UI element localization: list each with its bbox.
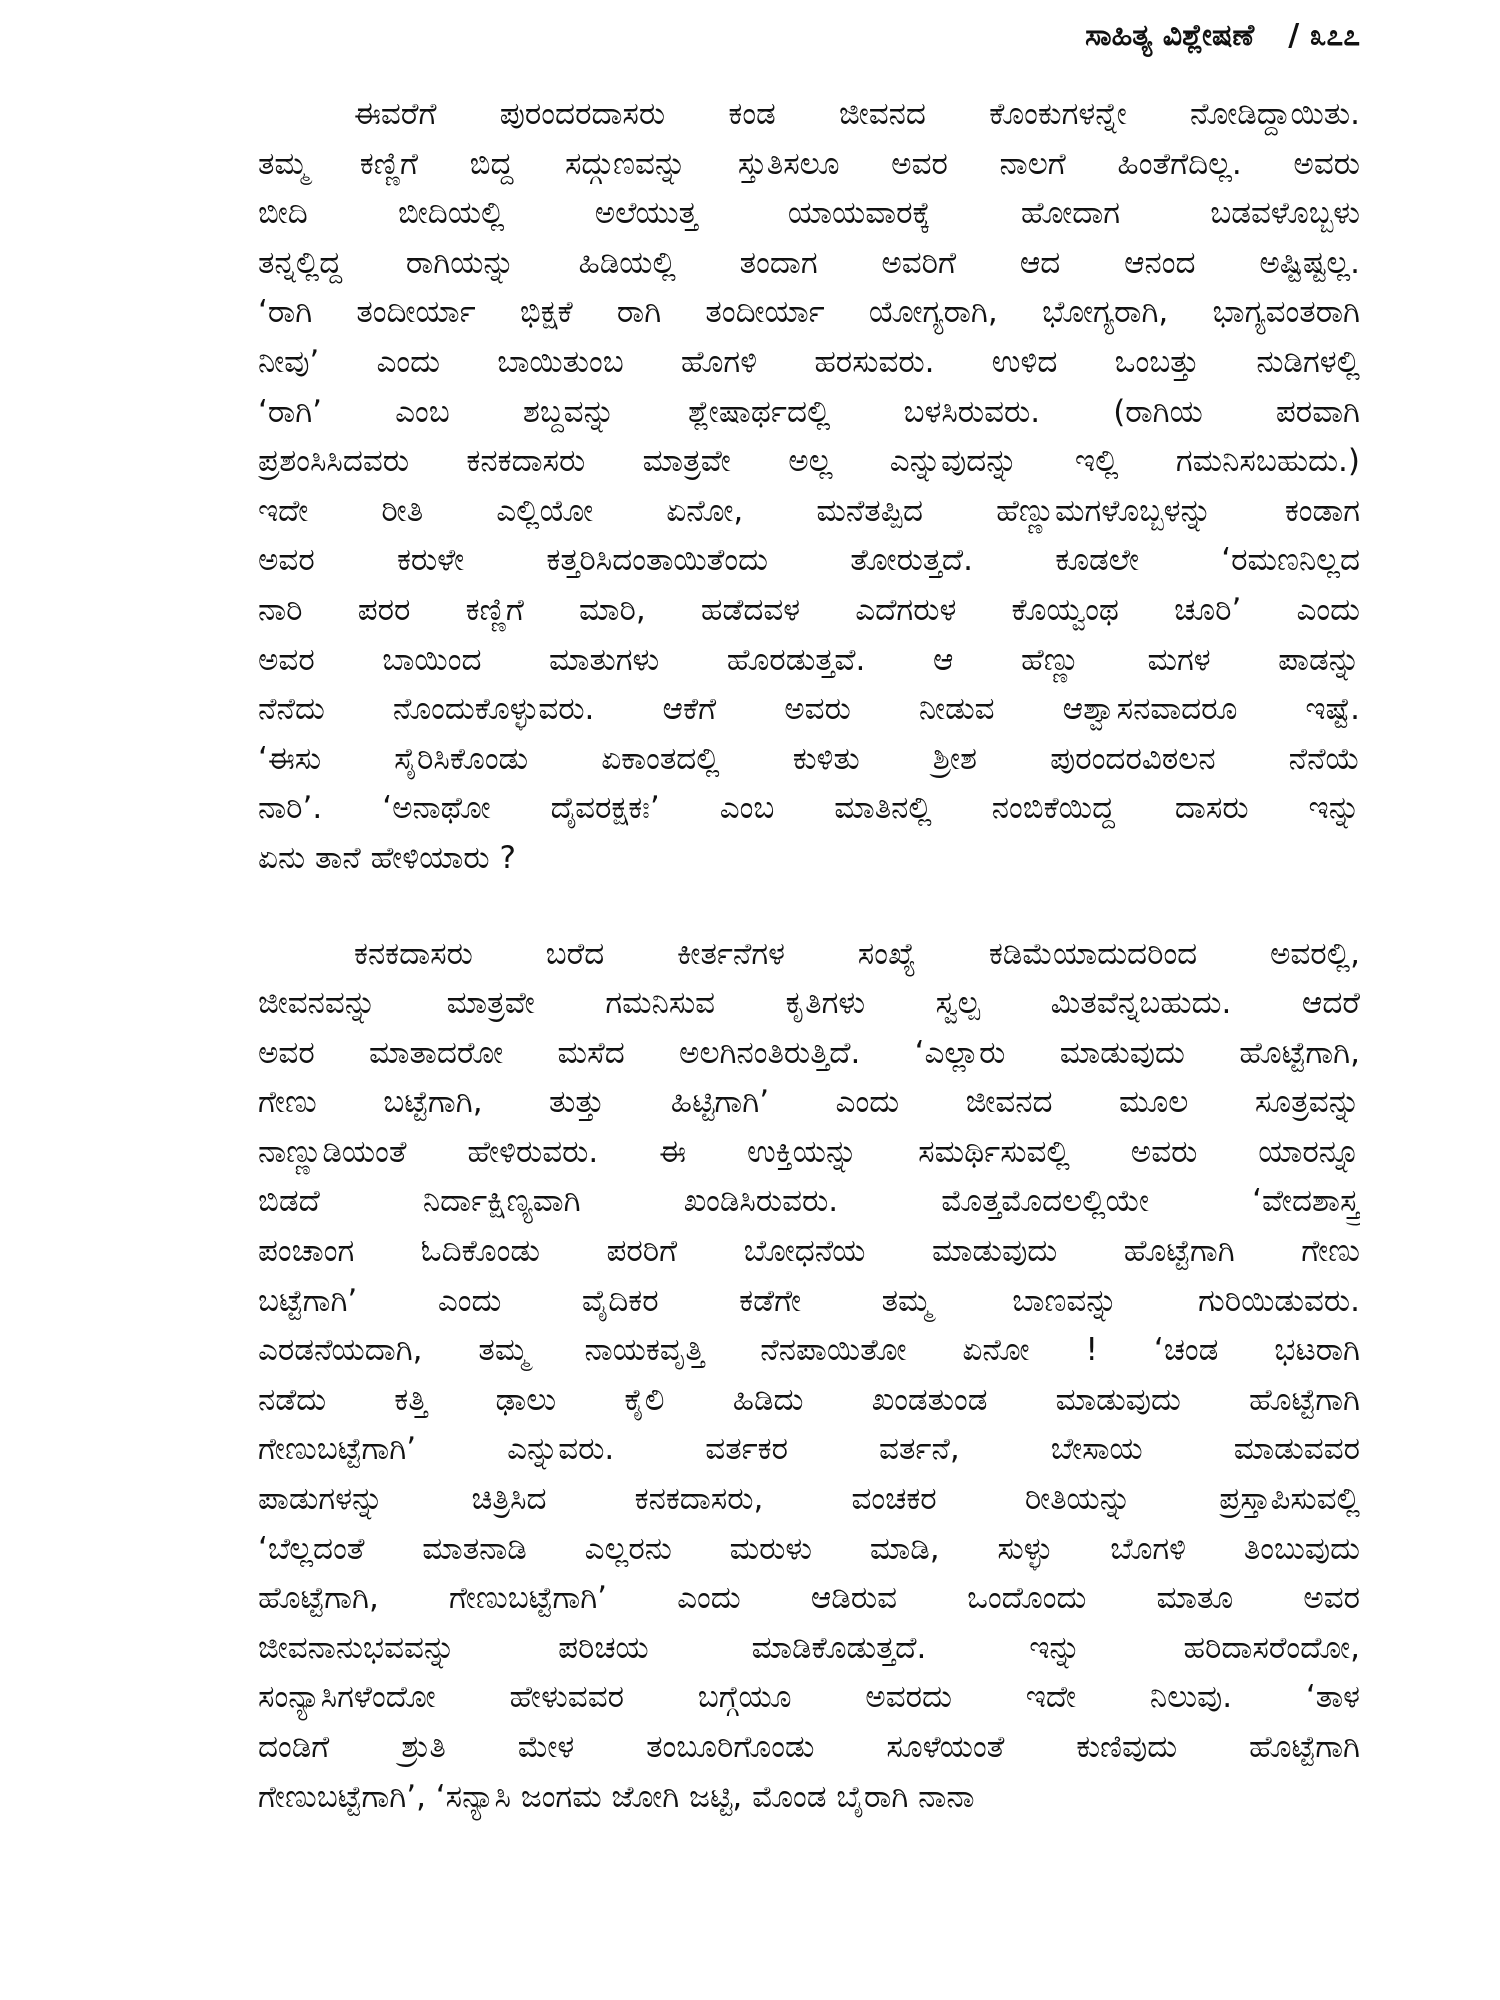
text-line: ‘ಈಸು ಸೈರಿಸಿಕೊಂಡು ಏಕಾಂತದಲ್ಲಿ ಕುಳಿತು ಶ್ರೀಶ ಪುರಂದರವಿಠಲನ ನೆನೆಯೆ <box>258 740 1360 777</box>
paragraph-2 <box>258 930 1360 1823</box>
running-header <box>1085 18 1360 53</box>
text-line: ಅವರ ಕರುಳೇ ಕತ್ತರಿಸಿದಂತಾಯಿತೆಂದು ತೋರುತ್ತದೆ. ಕೂಡಲೇ ‘ರಮಣನಿಲ್ಲದ <box>258 542 1360 579</box>
text-line: ಪಾಡುಗಳನ್ನು ಚಿತ್ರಿಸಿದ ಕನಕದಾಸರು, ವಂಚಕರ ರೀತಿಯನ್ನು ಪ್ರಸ್ತಾಪಿಸುವಲ್ಲಿ <box>258 1481 1360 1518</box>
text-line: ಸಂನ್ಯಾಸಿಗಳೆಂದೋ ಹೇಳುವವರ ಬಗ್ಗೆಯೂ ಅವರದು ಇದೇ ನಿಲುವು. ‘ತಾಳ <box>258 1679 1360 1716</box>
text-line: ಜೀವನಾನುಭವವನ್ನು ಪರಿಚಯ ಮಾಡಿಕೊಡುತ್ತದೆ. ಇನ್ನು ಹರಿದಾಸರೆಂದೋ, <box>258 1629 1360 1666</box>
text-line: ಪ್ರಶಂಸಿಸಿದವರು ಕನಕದಾಸರು ಮಾತ್ರವೇ ಅಲ್ಲ ಎನ್ನುವುದನ್ನು ಇಲ್ಲಿ ಗಮನಿಸಬಹುದು.) <box>258 443 1360 480</box>
text-line: ನಾರಿ’. ‘ಅನಾಥೋ ದೈವರಕ್ಷಕಃ’ ಎಂಬ ಮಾತಿನಲ್ಲಿ ನಂಬಿಕೆಯಿದ್ದ ದಾಸರು ಇನ್ನು <box>258 790 1360 827</box>
text-line: ಗೇಣು ಬಟ್ಟೆಗಾಗಿ, ತುತ್ತು ಹಿಟ್ಟಿಗಾಗಿ’ ಎಂದು ಜೀವನದ ಮೂಲ ಸೂತ್ರವನ್ನು <box>258 1084 1360 1121</box>
text-line: ಕನಕದಾಸರು ಬರೆದ ಕೀರ್ತನೆಗಳ ಸಂಖ್ಯೆ ಕಡಿಮೆಯಾದುದರಿಂದ ಅವರಲ್ಲಿ, <box>354 935 1360 972</box>
text-line: ಅವರ ಬಾಯಿಂದ ಮಾತುಗಳು ಹೊರಡುತ್ತವೆ. ಆ ಹೆಣ್ಣು ಮಗಳ ಪಾಡನ್ನು <box>258 641 1360 678</box>
text-line: ‘ರಾಗಿ ತಂದೀರ್ಯಾ ಭಿಕ್ಷಕೆ ರಾಗಿ ತಂದೀರ್ಯಾ ಯೋಗ್ಯರಾಗಿ, ಭೋಗ್ಯರಾಗಿ, ಭಾಗ್ಯವಂತರಾಗಿ <box>258 294 1360 331</box>
text-line: ಏನು ತಾನೆ ಹೇಳಿಯಾರು ? <box>258 839 516 876</box>
text-line: ಎರಡನೆಯದಾಗಿ, ತಮ್ಮ ನಾಯಕವೃತ್ತಿ ನೆನಪಾಯಿತೋ ಏನೋ ! ‘ಚಂಡ ಭಟರಾಗಿ <box>258 1332 1360 1369</box>
text-line: ಹೊಟ್ಟೆಗಾಗಿ, ಗೇಣುಬಟ್ಟೆಗಾಗಿ’ ಎಂದು ಆಡಿರುವ ಒಂದೊಂದು ಮಾತೂ ಅವರ <box>258 1580 1360 1617</box>
text-line: ‘ಬೆಲ್ಲದಂತೆ ಮಾತನಾಡಿ ಎಲ್ಲರನು ಮರುಳು ಮಾಡಿ, ಸುಳ್ಳು ಬೊಗಳಿ ತಿಂಬುವುದು <box>258 1530 1360 1567</box>
text-line: ತನ್ನಲ್ಲಿದ್ದ ರಾಗಿಯನ್ನು ಹಿಡಿಯಲ್ಲಿ ತಂದಾಗ ಅವರಿಗೆ ಆದ ಆನಂದ ಅಷ್ಟಿಷ್ಟಲ್ಲ. <box>258 244 1360 281</box>
text-line: ಬಟ್ಟೆಗಾಗಿ’ ಎಂದು ವೈದಿಕರ ಕಡೆಗೇ ತಮ್ಮ ಬಾಣವನ್ನು ಗುರಿಯಿಡುವರು. <box>258 1282 1360 1319</box>
text-line: ದಂಡಿಗೆ ಶ್ರುತಿ ಮೇಳ ತಂಬೂರಿಗೊಂಡು ಸೂಳೆಯಂತೆ ಕುಣಿವುದು ಹೊಟ್ಟೆಗಾಗಿ <box>258 1729 1360 1765</box>
text-line: ನಡೆದು ಕತ್ತಿ ಢಾಲು ಕೈಲಿ ಹಿಡಿದು ಖಂಡತುಂಡ ಮಾಡುವುದು ಹೊಟ್ಟೆಗಾಗಿ <box>258 1381 1360 1418</box>
body-text <box>258 90 1360 1822</box>
text-line: ತಮ್ಮ ಕಣ್ಣಿಗೆ ಬಿದ್ದ ಸದ್ಗುಣವನ್ನು ಸ್ತುತಿಸಲೂ ಅವರ ನಾಲಗೆ ಹಿಂತೆಗೆದಿಲ್ಲ. ಅವರು <box>258 145 1360 182</box>
paragraph-gap <box>258 884 1360 930</box>
text-line: ಇದೇ ರೀತಿ ಎಲ್ಲಿಯೋ ಏನೋ, ಮನೆತಪ್ಪಿದ ಹೆಣ್ಣುಮಗಳೊಬ್ಬಳನ್ನು ಕಂಡಾಗ <box>258 492 1360 529</box>
text-line: ನಾರಿ ಪರರ ಕಣ್ಣಿಗೆ ಮಾರಿ, ಹಡೆದವಳ ಎದೆಗರುಳ ಕೊಯ್ವಂಥ ಚೂರಿ’ ಎಂದು <box>258 591 1360 628</box>
paragraph-1 <box>258 90 1360 884</box>
text-line: ಪಂಚಾಂಗ ಓದಿಕೊಂಡು ಪರರಿಗೆ ಬೋಧನೆಯ ಮಾಡುವುದು ಹೊಟ್ಟೆಗಾಗಿ ಗೇಣು <box>258 1233 1360 1270</box>
text-line: ಬೀದಿ ಬೀದಿಯಲ್ಲಿ ಅಲೆಯುತ್ತ ಯಾಯವಾರಕ್ಕೆ ಹೋದಾಗ ಬಡವಳೊಬ್ಬಳು <box>258 195 1360 232</box>
text-line: ಈವರೆಗೆ ಪುರಂದರದಾಸರು ಕಂಡ ಜೀವನದ ಕೊಂಕುಗಳನ್ನೇ ನೋಡಿದ್ದಾಯಿತು. <box>354 96 1360 132</box>
text-line: ಅವರ ಮಾತಾದರೋ ಮಸೆದ ಅಲಗಿನಂತಿರುತ್ತಿದೆ. ‘ಎಲ್ಲಾರು ಮಾಡುವುದು ಹೊಟ್ಟೆಗಾಗಿ, <box>258 1034 1360 1071</box>
text-line: ಬಿಡದೆ ನಿರ್ದಾಕ್ಷಿಣ್ಯವಾಗಿ ಖಂಡಿಸಿರುವರು. ಮೊತ್ತಮೊದಲಲ್ಲಿಯೇ ‘ವೇದಶಾಸ್ತ್ರ <box>258 1183 1360 1220</box>
text-line: ನೀವು’ ಎಂದು ಬಾಯಿತುಂಬ ಹೊಗಳಿ ಹರಸುವರು. ಉಳಿದ ಒಂಬತ್ತು ನುಡಿಗಳಲ್ಲಿ <box>258 343 1360 380</box>
page-number: / ೩೭೭ <box>1288 18 1360 53</box>
text-line: ಗೇಣುಬಟ್ಟೆಗಾಗಿ’, ‘ಸನ್ಯಾಸಿ ಜಂಗಮ ಜೋಗಿ ಜಟ್ಟಿ, ಮೊಂಡ ಬೈರಾಗಿ ನಾನಾ <box>258 1778 975 1815</box>
book-title: ಸಾಹಿತ್ಯ ವಿಶ್ಲೇಷಣೆ <box>1085 18 1255 53</box>
text-line: ಜೀವನವನ್ನು ಮಾತ್ರವೇ ಗಮನಿಸುವ ಕೃತಿಗಳು ಸ್ವಲ್ಪ ಮಿತವೆನ್ನಬಹುದು. ಆದರೆ <box>258 985 1360 1022</box>
text-line: ‘ರಾಗಿ’ ಎಂಬ ಶಬ್ದವನ್ನು ಶ್ಲೇಷಾರ್ಥದಲ್ಲಿ ಬಳಸಿರುವರು. (ರಾಗಿಯ ಪರವಾಗಿ <box>258 393 1360 430</box>
text-line: ನಾಣ್ಣುಡಿಯಂತೆ ಹೇಳಿರುವರು. ಈ ಉಕ್ತಿಯನ್ನು ಸಮರ್ಥಿಸುವಲ್ಲಿ ಅವರು ಯಾರನ್ನೂ <box>258 1133 1360 1170</box>
text-line: ಗೇಣುಬಟ್ಟೆಗಾಗಿ’ ಎನ್ನುವರು. ವರ್ತಕರ ವರ್ತನೆ, ಬೇಸಾಯ ಮಾಡುವವರ <box>258 1431 1360 1468</box>
text-line: ನೆನೆದು ನೊಂದುಕೊಳ್ಳುವರು. ಆಕೆಗೆ ಅವರು ನೀಡುವ ಆಶ್ವಾಸನವಾದರೂ ಇಷ್ಟೆ. <box>258 691 1360 728</box>
